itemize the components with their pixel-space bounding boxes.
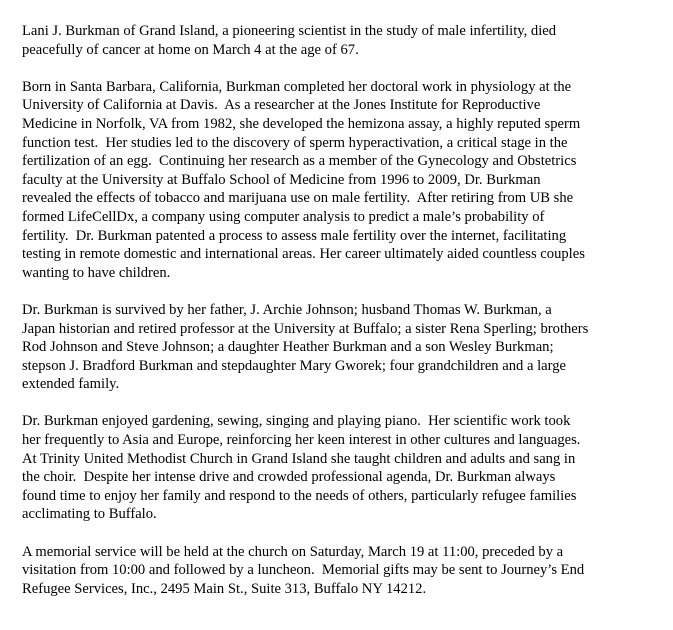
text-line: testing in remote domestic and international areas. Her career ultimately aided countless couples [22, 246, 585, 263]
obituary-document [22, 22, 662, 617]
text-line: her frequently to Asia and Europe, reinforcing her keen interest in other cultures and languages. [22, 432, 581, 449]
text-line: fertilization of an egg. Continuing her research as a member of the Gynecology and Obstetrics [22, 153, 577, 170]
text-line: fertility. Dr. Burkman patented a process to assess male fertility over the internet, facilitating [22, 227, 567, 244]
text-line: acclimating to Buffalo. [22, 506, 157, 523]
text-line: the choir. Despite her intense drive and crowded professional agenda, Dr. Burkman always [22, 469, 556, 486]
text-line: function test. Her studies led to the discovery of sperm hyperactivation, a critical stage in the [22, 134, 568, 151]
text-line: Refugee Services, Inc., 2495 Main St., Suite 313, Buffalo NY 14212. [22, 580, 427, 597]
text-line: A memorial service will be held at the church on Saturday, March 19 at 11:00, preceded by a [22, 543, 564, 560]
text-line: Dr. Burkman enjoyed gardening, sewing, singing and playing piano. Her scientific work took [22, 413, 571, 430]
paragraph-memorial-service [22, 543, 662, 599]
text-line: Rod Johnson and Steve Johnson; a daughter Heather Burkman and a son Wesley Burkman; [22, 339, 554, 356]
text-line: found time to enjoy her family and respond to the needs of others, particularly refugee families [22, 487, 577, 504]
text-line: wanting to have children. [22, 264, 171, 281]
paragraph-personal-life [22, 412, 662, 524]
paragraph-intro [22, 22, 662, 59]
text-line: Dr. Burkman is survived by her father, J. Archie Johnson; husband Thomas W. Burkman, a [22, 301, 552, 318]
paragraph-survivors [22, 301, 662, 394]
text-line: peacefully of cancer at home on March 4 at the age of 67. [22, 41, 359, 58]
text-line: formed LifeCellDx, a company using computer analysis to predict a male’s probability of [22, 208, 545, 225]
text-line: Born in Santa Barbara, California, Burkman completed her doctoral work in physiology at the [22, 78, 572, 95]
text-line: revealed the effects of tobacco and marijuana use on male fertility. After retiring from UB she [22, 190, 574, 207]
text-line: University of California at Davis. As a researcher at the Jones Institute for Reproductive [22, 97, 541, 114]
text-line: faculty at the University at Buffalo School of Medicine from 1996 to 2009, Dr. Burkman [22, 171, 541, 188]
text-line: stepson J. Bradford Burkman and stepdaughter Mary Gworek; four grandchildren and a large [22, 357, 567, 374]
text-line: Japan historian and retired professor at the University at Buffalo; a sister Rena Sperling; brothers [22, 320, 589, 337]
text-line: extended family. [22, 376, 120, 393]
text-line: visitation from 10:00 and followed by a luncheon. Memorial gifts may be sent to Journey’s End [22, 562, 585, 579]
text-line: At Trinity United Methodist Church in Grand Island she taught children and adults and sang in [22, 450, 576, 467]
text-line: Lani J. Burkman of Grand Island, a pioneering scientist in the study of male infertility, died [22, 23, 557, 39]
paragraph-career [22, 78, 662, 283]
text-line: Medicine in Norfolk, VA from 1982, she developed the hemizona assay, a highly reputed sperm [22, 115, 581, 132]
